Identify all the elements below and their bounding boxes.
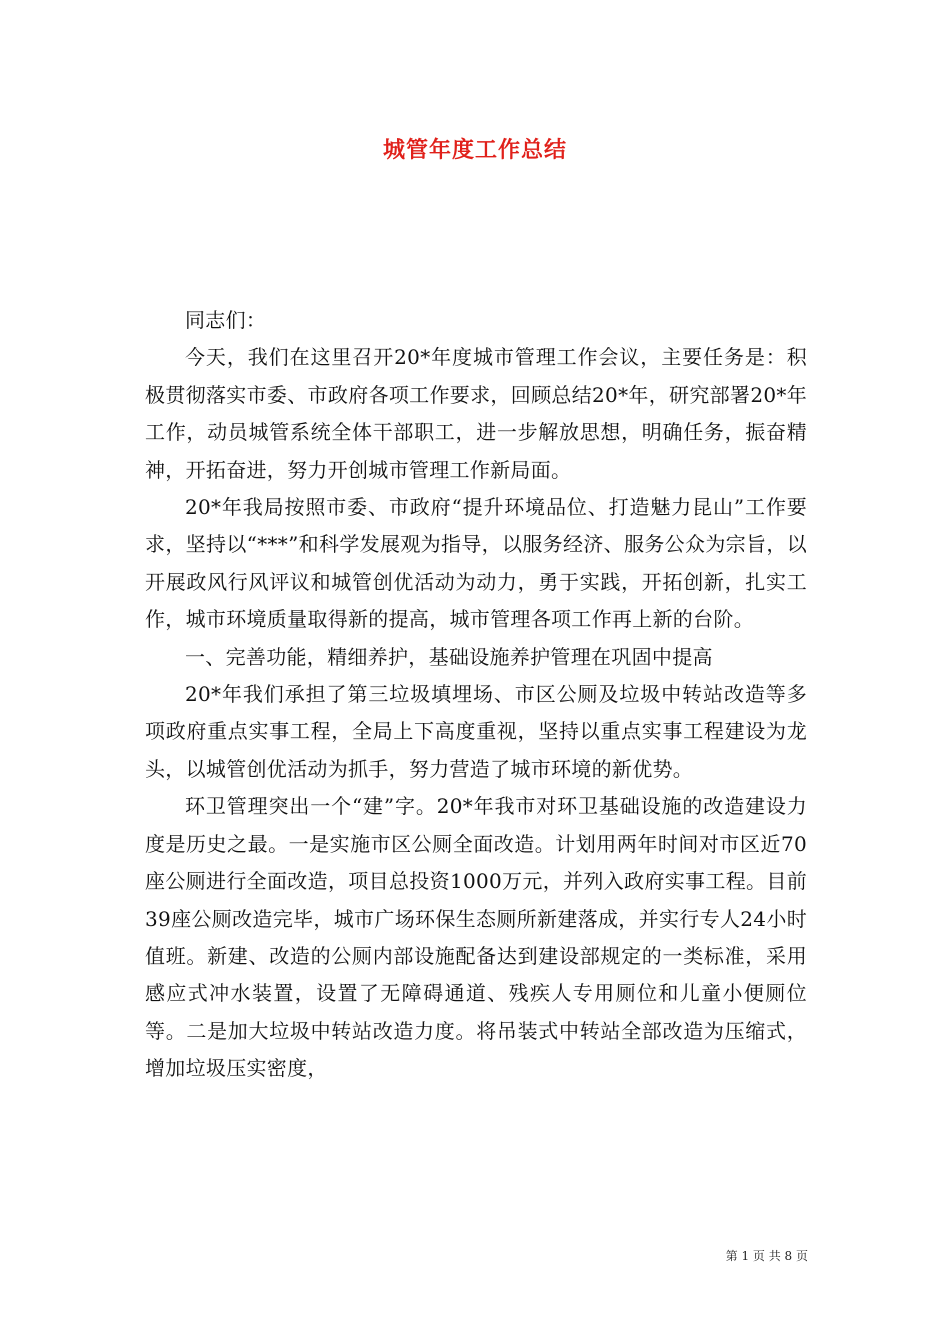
summary-paragraph: 20*年我局按照市委、市政府“提升环境品位、打造魅力昆山”工作要求，坚持以“***”和科学发展观为指导，以服务经济、服务公众为宗旨，以开展政风行风评议和城管创优活动为动力，勇于实践，开拓创新，扎实工作，城市环境质量取得新的提高，城市管理各项工作再上新的台阶。: [145, 495, 807, 632]
section-heading-1: 一、完善功能，精细养护，基础设施养护管理在巩固中提高: [185, 644, 713, 669]
document-title: 城管年度工作总结: [382, 137, 567, 163]
intro-paragraph: 今天，我们在这里召开20*年度城市管理工作会议，主要任务是：积极贯彻落实市委、市政府各项工作要求，回顾总结20*年，研究部署20*年工作，动员城管系统全体干部职工，进一步解放思想，明确任务，振奋精神，开拓奋进，努力开创城市管理工作新局面。: [145, 345, 807, 482]
sanitation-paragraph: 环卫管理突出一个“建”字。20*年我市对环卫基础设施的改造建设力度是历史之最。一是实施市区公厕全面改造。计划用两年时间对市区近70座公厕进行全面改造，项目总投资1000万元，并列入政府实事工程。目前39座公厕改造完毕，城市广场环保生态厕所新建落成，并实行专人24小时值班。新建、改造的公厕内部设施配备达到建设部规定的一类标准，采用感应式冲水装置，设置了无障碍通道、残疾人专用厕位和儿童小便厕位等。二是加大垃圾中转站改造力度。将吊装式中转站全部改造为压缩式，增加垃圾压实密度，: [145, 794, 807, 1081]
page-number-footer: 第 1 页 共 8 页: [725, 1249, 808, 1263]
salutation-paragraph: 同志们：: [185, 308, 267, 332]
projects-paragraph: 20*年我们承担了第三垃圾填埋场、市区公厕及垃圾中转站改造等多项政府重点实事工程，全局上下高度重视，坚持以重点实事工程建设为龙头，以城管创优活动为抓手，努力营造了城市环境的新优势。: [145, 682, 807, 781]
document-body: [145, 302, 807, 1088]
